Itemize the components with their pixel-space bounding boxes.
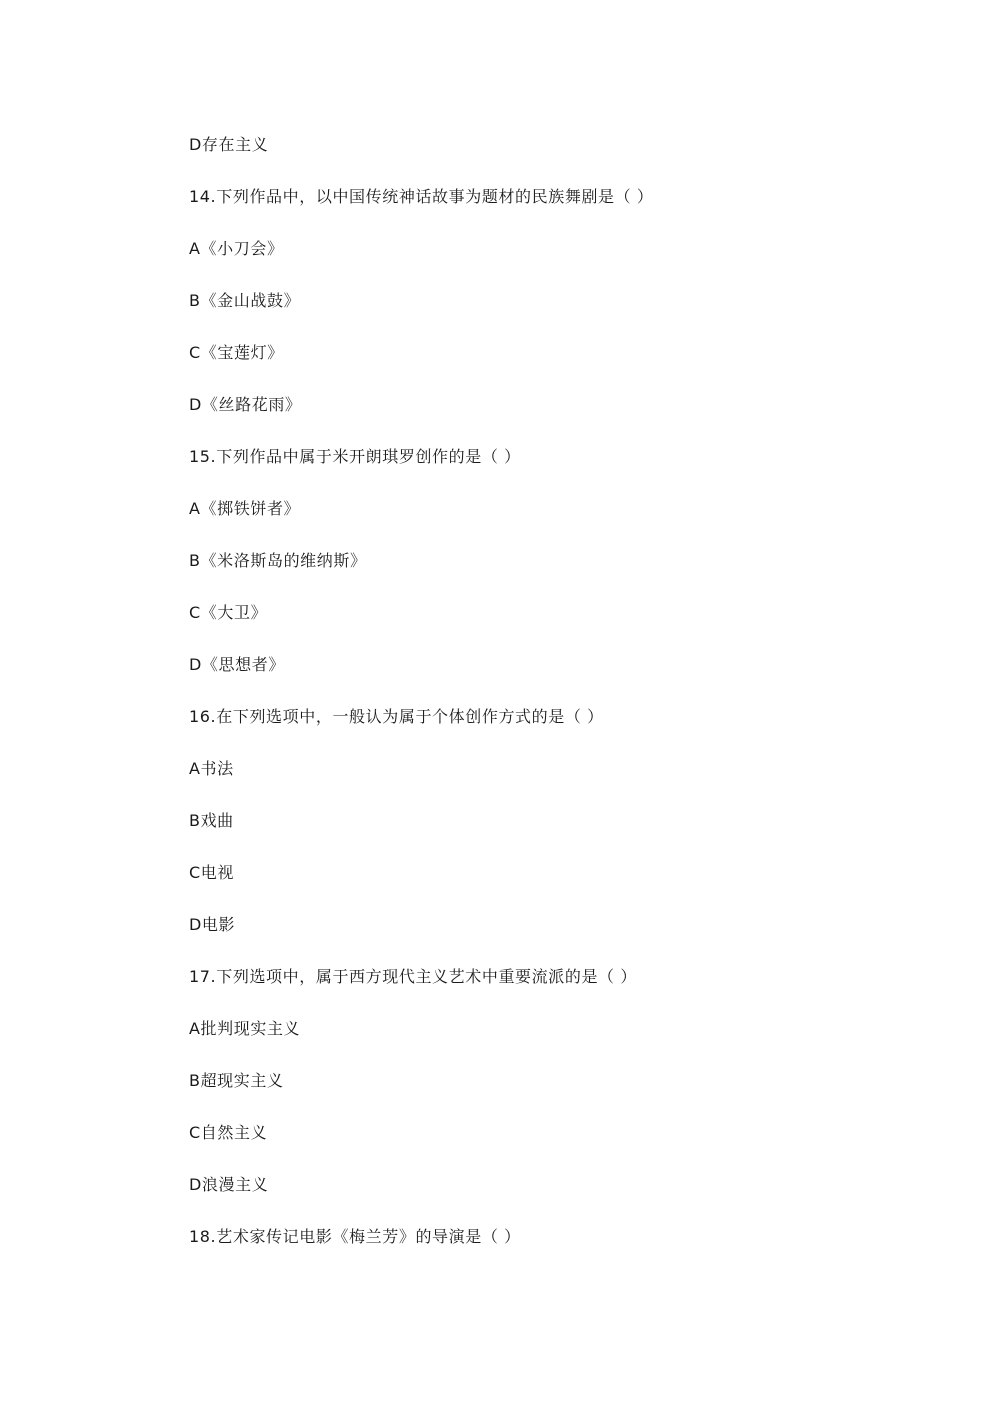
- option-text: D《思想者》: [189, 655, 285, 674]
- option-text: C电视: [189, 863, 234, 882]
- option-text: D电影: [189, 915, 236, 934]
- question-text: 15.下列作品中属于米开朗琪罗创作的是（ ）: [189, 447, 521, 466]
- option-text: B《金山战鼓》: [189, 291, 301, 310]
- question-text: 17.下列选项中，属于西方现代主义艺术中重要流派的是（ ）: [189, 967, 637, 986]
- option-text: D《丝路花雨》: [189, 395, 302, 414]
- option-text: C自然主义: [189, 1123, 268, 1142]
- option-text: A《掷铁饼者》: [189, 499, 301, 518]
- option-text: C《宝莲灯》: [189, 343, 284, 362]
- option-text: D浪漫主义: [189, 1175, 269, 1194]
- question-text: 14.下列作品中，以中国传统神话故事为题材的民族舞剧是（ ）: [189, 187, 654, 206]
- question-list: [189, 134, 929, 1278]
- option-text: C《大卫》: [189, 603, 268, 622]
- option-text: A书法: [189, 759, 234, 778]
- option-text: D存在主义: [189, 135, 269, 154]
- option-text: B超现实主义: [189, 1071, 284, 1090]
- option-text: B《米洛斯岛的维纳斯》: [189, 551, 367, 570]
- option-text: A批判现实主义: [189, 1019, 301, 1038]
- question-text: 18.艺术家传记电影《梅兰芳》的导演是（ ）: [189, 1227, 521, 1246]
- question-text: 16.在下列选项中，一般认为属于个体创作方式的是（ ）: [189, 707, 604, 726]
- option-text: B戏曲: [189, 811, 234, 830]
- option-text: A《小刀会》: [189, 239, 284, 258]
